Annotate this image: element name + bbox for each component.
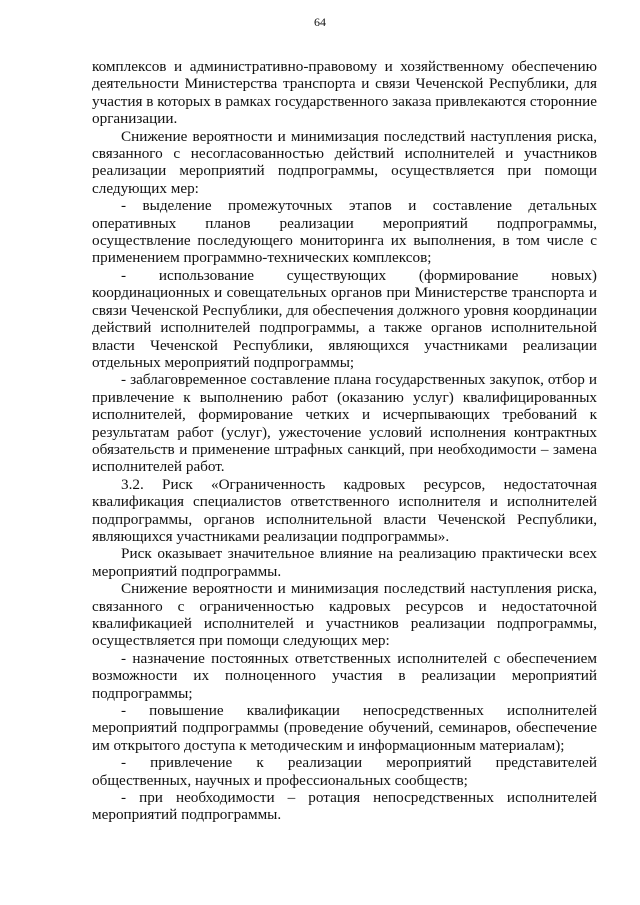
paragraph-continuation: комплексов и административно-правовому и хозяйственному обеспечению деятельности Министерства транспорта и связи Чеченской Республики, для участия в которых в рамках государственного заказа привлекаются сторонние организации. bbox=[92, 58, 597, 128]
paragraph-risk-mitigation-intro: Снижение вероятности и минимизация последствий наступления риска, связанного с несогласованностью действий исполнителей и участников реализации мероприятий подпрограммы, осуществляется при помощи следующих мер: bbox=[92, 127, 597, 197]
list-item: - выделение промежуточных этапов и составление детальных оперативных планов реализации мероприятий подпрограммы, осуществление последующего мониторинга их выполнения, в том числе с применением программно-технических комплексов; bbox=[92, 197, 597, 267]
list-item: - привлечение к реализации мероприятий представителей общественных, научных и профессиональных сообществ; bbox=[92, 754, 597, 789]
list-item: - при необходимости – ротация непосредственных исполнителей мероприятий подпрограммы. bbox=[92, 789, 597, 824]
list-item: - использование существующих (формирование новых) координационных и совещательных органов при Министерстве транспорта и связи Чеченской Республики, для обеспечения должного уровня координации действий исполнителей подпрограммы, а также органов исполнительной власти Чеченской Республики, являющихся участниками реализации отдельных мероприятий подпрограммы; bbox=[92, 266, 597, 371]
list-item: - заблаговременное составление плана государственных закупок, отбор и привлечение к выполнению работ (оказанию услуг) квалифицированных исполнителей, формирование четких и исчерпывающих требований к результатам работ (услуг), ужесточение условий исполнения контрактных обязательств и применение штрафных санкций, при необходимости – замена исполнителей работ. bbox=[92, 371, 597, 476]
section-heading-risk-3-2: 3.2. Риск «Ограниченность кадровых ресурсов, недостаточная квалификация специалистов ответственного исполнителя и исполнителей подпрограммы, органов исполнительной власти Чеченской Республики, являющихся участниками реализации подпрограммы». bbox=[92, 475, 597, 545]
paragraph-risk-mitigation-intro: Снижение вероятности и минимизация последствий наступления риска, связанного с ограниченностью кадровых ресурсов и недостаточной квалификацией исполнителей и участников реализации подпрограммы, осуществляется при помощи следующих мер: bbox=[92, 580, 597, 650]
list-item: - повышение квалификации непосредственных исполнителей мероприятий подпрограммы (проведение обучений, семинаров, обеспечение им открытого доступа к методическим и информационным материалам); bbox=[92, 702, 597, 754]
list-item: - назначение постоянных ответственных исполнителей с обеспечением возможности их полноценного участия в реализации мероприятий подпрограммы; bbox=[92, 649, 597, 702]
paragraph-risk-impact: Риск оказывает значительное влияние на реализацию практически всех мероприятий подпрограммы. bbox=[92, 545, 597, 580]
page-number: 64 bbox=[314, 15, 326, 29]
document-body bbox=[92, 58, 597, 824]
